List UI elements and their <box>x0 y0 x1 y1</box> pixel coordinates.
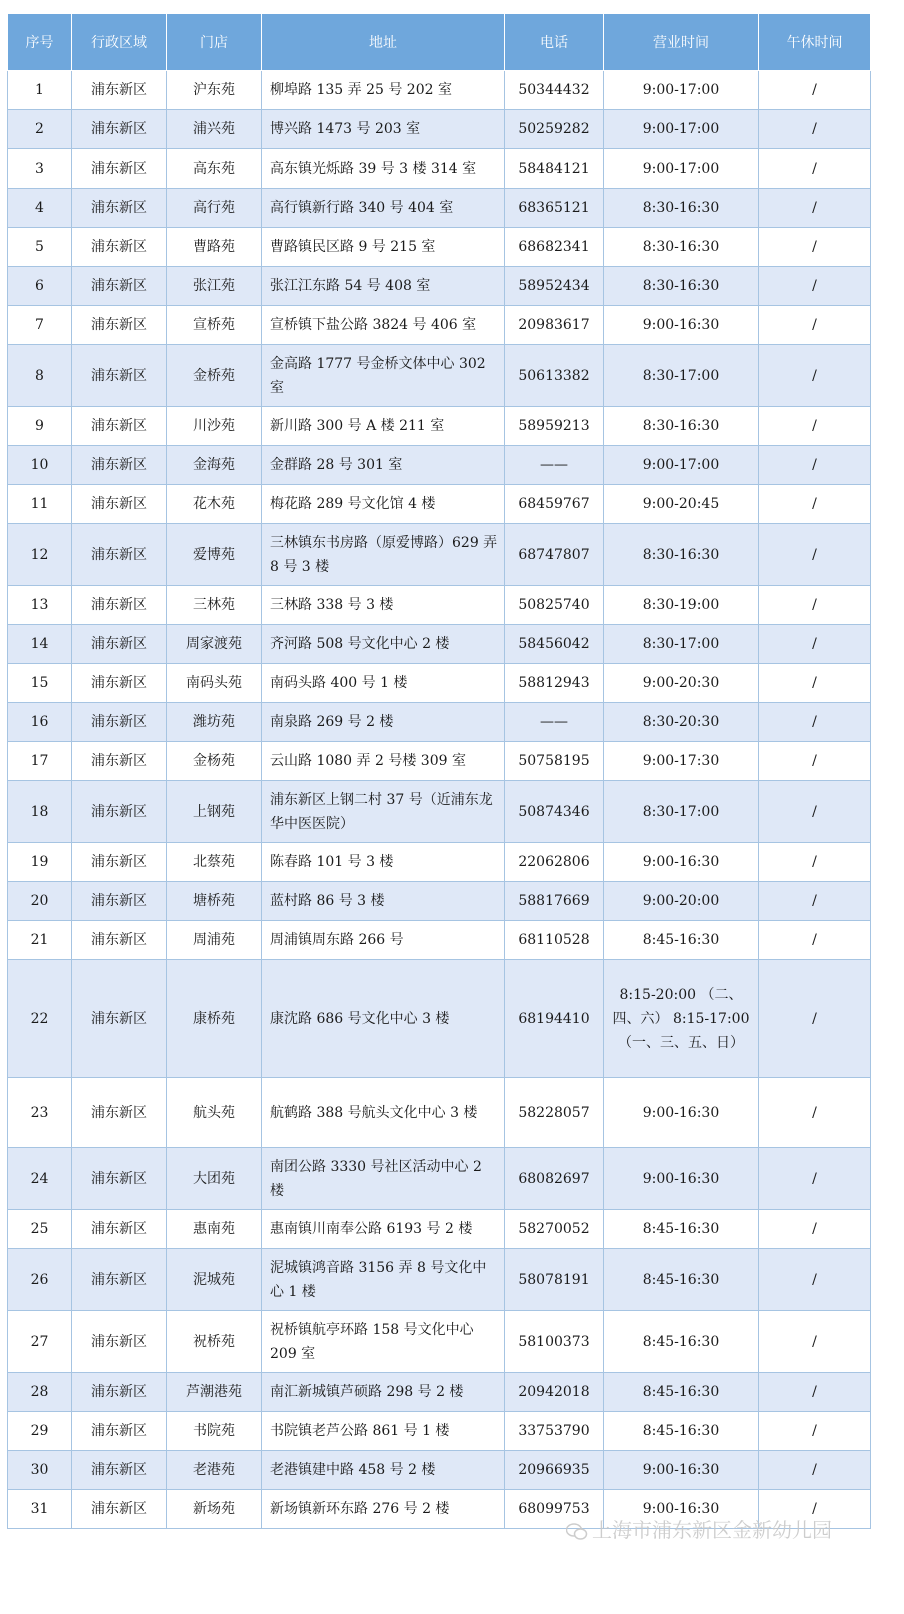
table-row <box>8 189 871 228</box>
cell-address: 周浦镇周东路 266 号 <box>262 921 505 960</box>
cell-hours: 8:45-16:30 <box>604 1373 759 1412</box>
cell-district: 浦东新区 <box>72 1373 167 1412</box>
cell-lunch: / <box>759 407 871 446</box>
cell-store: 新场苑 <box>167 1490 262 1529</box>
cell-address: 新川路 300 号 A 楼 211 室 <box>262 407 505 446</box>
cell-store: 周家渡苑 <box>167 625 262 664</box>
cell-hours: 8:30-16:30 <box>604 228 759 267</box>
cell-address: 博兴路 1473 号 203 室 <box>262 110 505 149</box>
cell-store: 沪东苑 <box>167 71 262 110</box>
cell-district: 浦东新区 <box>72 921 167 960</box>
cell-hours: 8:45-16:30 <box>604 1311 759 1373</box>
cell-store: 祝桥苑 <box>167 1311 262 1373</box>
cell-lunch: / <box>759 306 871 345</box>
cell-hours: 9:00-16:30 <box>604 306 759 345</box>
cell-lunch: / <box>759 882 871 921</box>
cell-store: 大团苑 <box>167 1148 262 1210</box>
cell-no: 3 <box>8 149 72 189</box>
cell-district: 浦东新区 <box>72 664 167 703</box>
cell-no: 27 <box>8 1311 72 1373</box>
cell-phone: —— <box>505 446 604 485</box>
table-row <box>8 110 871 149</box>
cell-lunch: / <box>759 1148 871 1210</box>
cell-address: 宣桥镇下盐公路 3824 号 406 室 <box>262 306 505 345</box>
cell-no: 22 <box>8 960 72 1078</box>
cell-phone: 68099753 <box>505 1490 604 1529</box>
cell-district: 浦东新区 <box>72 960 167 1078</box>
cell-address: 高行镇新行路 340 号 404 室 <box>262 189 505 228</box>
cell-district: 浦东新区 <box>72 110 167 149</box>
cell-hours: 9:00-17:00 <box>604 446 759 485</box>
table-row <box>8 267 871 306</box>
table-row <box>8 703 871 742</box>
cell-no: 29 <box>8 1412 72 1451</box>
table-row <box>8 71 871 110</box>
table-row <box>8 149 871 189</box>
table-row <box>8 1148 871 1210</box>
cell-lunch: / <box>759 664 871 703</box>
cell-phone: 58484121 <box>505 149 604 189</box>
cell-lunch: / <box>759 228 871 267</box>
cell-district: 浦东新区 <box>72 882 167 921</box>
cell-phone: —— <box>505 703 604 742</box>
cell-store: 北蔡苑 <box>167 843 262 882</box>
cell-phone: 50259282 <box>505 110 604 149</box>
cell-no: 10 <box>8 446 72 485</box>
cell-phone: 58270052 <box>505 1210 604 1249</box>
cell-no: 9 <box>8 407 72 446</box>
table-row <box>8 960 871 1078</box>
header-lunch: 午休时间 <box>759 14 871 71</box>
cell-address: 柳埠路 135 弄 25 号 202 室 <box>262 71 505 110</box>
cell-address: 惠南镇川南奉公路 6193 号 2 楼 <box>262 1210 505 1249</box>
cell-no: 18 <box>8 781 72 843</box>
cell-no: 11 <box>8 485 72 524</box>
cell-no: 24 <box>8 1148 72 1210</box>
cell-hours: 8:30-17:00 <box>604 781 759 843</box>
cell-no: 8 <box>8 345 72 407</box>
cell-district: 浦东新区 <box>72 149 167 189</box>
cell-store: 航头苑 <box>167 1078 262 1148</box>
cell-lunch: / <box>759 625 871 664</box>
cell-lunch: / <box>759 524 871 586</box>
cell-lunch: / <box>759 110 871 149</box>
cell-lunch: / <box>759 1373 871 1412</box>
table-row <box>8 1210 871 1249</box>
cell-lunch: / <box>759 1412 871 1451</box>
cell-district: 浦东新区 <box>72 586 167 625</box>
header-hours: 营业时间 <box>604 14 759 71</box>
cell-no: 17 <box>8 742 72 781</box>
header-district: 行政区域 <box>72 14 167 71</box>
cell-phone: 33753790 <box>505 1412 604 1451</box>
wechat-icon <box>566 1523 588 1541</box>
cell-address: 祝桥镇航亭环路 158 号文化中心 209 室 <box>262 1311 505 1373</box>
cell-no: 5 <box>8 228 72 267</box>
cell-phone: 68682341 <box>505 228 604 267</box>
table-row <box>8 586 871 625</box>
cell-no: 2 <box>8 110 72 149</box>
cell-address: 南汇新城镇芦硕路 298 号 2 楼 <box>262 1373 505 1412</box>
cell-district: 浦东新区 <box>72 306 167 345</box>
cell-lunch: / <box>759 485 871 524</box>
cell-lunch: / <box>759 703 871 742</box>
cell-hours: 9:00-17:30 <box>604 742 759 781</box>
cell-district: 浦东新区 <box>72 742 167 781</box>
cell-no: 26 <box>8 1249 72 1311</box>
watermark-text: 上海市浦东新区金新幼儿园 <box>592 1518 832 1542</box>
cell-hours: 9:00-16:30 <box>604 1451 759 1490</box>
cell-no: 30 <box>8 1451 72 1490</box>
cell-lunch: / <box>759 71 871 110</box>
header-phone: 电话 <box>505 14 604 71</box>
cell-lunch: / <box>759 446 871 485</box>
cell-store: 高东苑 <box>167 149 262 189</box>
cell-store: 花木苑 <box>167 485 262 524</box>
cell-district: 浦东新区 <box>72 781 167 843</box>
table-body <box>8 71 871 1529</box>
cell-lunch: / <box>759 267 871 306</box>
cell-store: 老港苑 <box>167 1451 262 1490</box>
cell-lunch: / <box>759 960 871 1078</box>
cell-hours: 9:00-20:45 <box>604 485 759 524</box>
cell-store: 张江苑 <box>167 267 262 306</box>
cell-phone: 58817669 <box>505 882 604 921</box>
table-row <box>8 1451 871 1490</box>
cell-district: 浦东新区 <box>72 524 167 586</box>
cell-phone: 20966935 <box>505 1451 604 1490</box>
cell-district: 浦东新区 <box>72 71 167 110</box>
cell-district: 浦东新区 <box>72 1249 167 1311</box>
cell-hours: 8:30-16:30 <box>604 524 759 586</box>
cell-hours: 8:45-16:30 <box>604 1210 759 1249</box>
table-row <box>8 485 871 524</box>
cell-district: 浦东新区 <box>72 1412 167 1451</box>
cell-hours: 9:00-16:30 <box>604 1148 759 1210</box>
cell-address: 梅花路 289 号文化馆 4 楼 <box>262 485 505 524</box>
cell-hours: 9:00-20:30 <box>604 664 759 703</box>
cell-address: 云山路 1080 弄 2 号楼 309 室 <box>262 742 505 781</box>
cell-lunch: / <box>759 1490 871 1529</box>
cell-hours: 8:45-16:30 <box>604 1412 759 1451</box>
cell-phone: 68082697 <box>505 1148 604 1210</box>
cell-lunch: / <box>759 1311 871 1373</box>
store-table <box>7 13 871 1529</box>
cell-phone: 58078191 <box>505 1249 604 1311</box>
cell-address: 老港镇建中路 458 号 2 楼 <box>262 1451 505 1490</box>
cell-no: 16 <box>8 703 72 742</box>
cell-lunch: / <box>759 586 871 625</box>
cell-store: 南码头苑 <box>167 664 262 703</box>
cell-address: 蓝村路 86 号 3 楼 <box>262 882 505 921</box>
cell-phone: 20983617 <box>505 306 604 345</box>
cell-store: 书院苑 <box>167 1412 262 1451</box>
cell-district: 浦东新区 <box>72 1078 167 1148</box>
cell-district: 浦东新区 <box>72 407 167 446</box>
cell-address: 齐河路 508 号文化中心 2 楼 <box>262 625 505 664</box>
cell-hours: 9:00-16:30 <box>604 1490 759 1529</box>
cell-address: 三林路 338 号 3 楼 <box>262 586 505 625</box>
cell-hours: 9:00-17:00 <box>604 110 759 149</box>
table-row <box>8 306 871 345</box>
table-row <box>8 742 871 781</box>
cell-district: 浦东新区 <box>72 267 167 306</box>
cell-phone: 50874346 <box>505 781 604 843</box>
cell-phone: 68747807 <box>505 524 604 586</box>
cell-store: 曹路苑 <box>167 228 262 267</box>
cell-lunch: / <box>759 149 871 189</box>
table-row <box>8 882 871 921</box>
cell-hours: 9:00-17:00 <box>604 71 759 110</box>
cell-address: 南泉路 269 号 2 楼 <box>262 703 505 742</box>
cell-district: 浦东新区 <box>72 345 167 407</box>
cell-no: 13 <box>8 586 72 625</box>
cell-phone: 58100373 <box>505 1311 604 1373</box>
cell-lunch: / <box>759 781 871 843</box>
cell-no: 21 <box>8 921 72 960</box>
cell-address: 曹路镇民区路 9 号 215 室 <box>262 228 505 267</box>
cell-lunch: / <box>759 742 871 781</box>
cell-phone: 50758195 <box>505 742 604 781</box>
cell-hours: 9:00-16:30 <box>604 1078 759 1148</box>
cell-hours: 8:30-20:30 <box>604 703 759 742</box>
table-row <box>8 1249 871 1311</box>
cell-phone: 58228057 <box>505 1078 604 1148</box>
cell-address: 康沈路 686 号文化中心 3 楼 <box>262 960 505 1078</box>
cell-no: 14 <box>8 625 72 664</box>
cell-district: 浦东新区 <box>72 1490 167 1529</box>
cell-hours: 8:30-16:30 <box>604 267 759 306</box>
cell-phone: 20942018 <box>505 1373 604 1412</box>
table-row <box>8 524 871 586</box>
cell-store: 康桥苑 <box>167 960 262 1078</box>
cell-district: 浦东新区 <box>72 228 167 267</box>
table-row <box>8 843 871 882</box>
cell-address: 南码头路 400 号 1 楼 <box>262 664 505 703</box>
cell-store: 三林苑 <box>167 586 262 625</box>
cell-address: 书院镇老芦公路 861 号 1 楼 <box>262 1412 505 1451</box>
cell-no: 15 <box>8 664 72 703</box>
cell-district: 浦东新区 <box>72 1148 167 1210</box>
cell-district: 浦东新区 <box>72 625 167 664</box>
table-row <box>8 446 871 485</box>
cell-address: 金高路 1777 号金桥文体中心 302 室 <box>262 345 505 407</box>
cell-lunch: / <box>759 345 871 407</box>
cell-address: 新场镇新环东路 276 号 2 楼 <box>262 1490 505 1529</box>
cell-hours: 8:30-17:00 <box>604 625 759 664</box>
table-row <box>8 1078 871 1148</box>
cell-store: 川沙苑 <box>167 407 262 446</box>
table-row <box>8 664 871 703</box>
cell-no: 1 <box>8 71 72 110</box>
cell-store: 金海苑 <box>167 446 262 485</box>
cell-phone: 58456042 <box>505 625 604 664</box>
cell-address: 泥城镇鸿音路 3156 弄 8 号文化中心 1 楼 <box>262 1249 505 1311</box>
table-row <box>8 781 871 843</box>
cell-address: 金群路 28 号 301 室 <box>262 446 505 485</box>
cell-no: 6 <box>8 267 72 306</box>
cell-store: 惠南苑 <box>167 1210 262 1249</box>
cell-hours: 8:15-20:00 （二、四、六） 8:15-17:00 （一、三、五、日） <box>604 960 759 1078</box>
cell-hours: 8:30-17:00 <box>604 345 759 407</box>
cell-address: 高东镇光烁路 39 号 3 楼 314 室 <box>262 149 505 189</box>
cell-address: 陈春路 101 号 3 楼 <box>262 843 505 882</box>
cell-phone: 50613382 <box>505 345 604 407</box>
cell-address: 三林镇东书房路（原爱博路）629 弄 8 号 3 楼 <box>262 524 505 586</box>
header-address: 地址 <box>262 14 505 71</box>
cell-address: 南团公路 3330 号社区活动中心 2 楼 <box>262 1148 505 1210</box>
cell-no: 19 <box>8 843 72 882</box>
cell-district: 浦东新区 <box>72 1451 167 1490</box>
cell-district: 浦东新区 <box>72 703 167 742</box>
cell-no: 23 <box>8 1078 72 1148</box>
cell-district: 浦东新区 <box>72 446 167 485</box>
cell-district: 浦东新区 <box>72 1210 167 1249</box>
cell-no: 31 <box>8 1490 72 1529</box>
cell-store: 高行苑 <box>167 189 262 228</box>
cell-phone: 58959213 <box>505 407 604 446</box>
cell-phone: 50825740 <box>505 586 604 625</box>
cell-no: 7 <box>8 306 72 345</box>
table-row <box>8 228 871 267</box>
cell-hours: 8:45-16:30 <box>604 921 759 960</box>
cell-hours: 9:00-17:00 <box>604 149 759 189</box>
table-row <box>8 1373 871 1412</box>
cell-phone: 68110528 <box>505 921 604 960</box>
cell-phone: 68365121 <box>505 189 604 228</box>
watermark <box>566 1514 832 1543</box>
cell-district: 浦东新区 <box>72 1311 167 1373</box>
cell-hours: 9:00-20:00 <box>604 882 759 921</box>
cell-phone: 58812943 <box>505 664 604 703</box>
cell-store: 上钢苑 <box>167 781 262 843</box>
cell-store: 潍坊苑 <box>167 703 262 742</box>
cell-lunch: / <box>759 843 871 882</box>
cell-address: 航鹤路 388 号航头文化中心 3 楼 <box>262 1078 505 1148</box>
table-row <box>8 1412 871 1451</box>
table-row <box>8 345 871 407</box>
table-row <box>8 1311 871 1373</box>
cell-hours: 8:45-16:30 <box>604 1249 759 1311</box>
cell-store: 泥城苑 <box>167 1249 262 1311</box>
cell-district: 浦东新区 <box>72 843 167 882</box>
cell-store: 金桥苑 <box>167 345 262 407</box>
cell-address: 张江江东路 54 号 408 室 <box>262 267 505 306</box>
header-no: 序号 <box>8 14 72 71</box>
table-header-row <box>8 14 871 71</box>
cell-phone: 50344432 <box>505 71 604 110</box>
cell-store: 芦潮港苑 <box>167 1373 262 1412</box>
cell-store: 金杨苑 <box>167 742 262 781</box>
cell-district: 浦东新区 <box>72 189 167 228</box>
cell-phone: 68194410 <box>505 960 604 1078</box>
cell-phone: 58952434 <box>505 267 604 306</box>
header-store: 门店 <box>167 14 262 71</box>
table-row <box>8 625 871 664</box>
cell-lunch: / <box>759 921 871 960</box>
cell-no: 20 <box>8 882 72 921</box>
cell-phone: 68459767 <box>505 485 604 524</box>
cell-store: 塘桥苑 <box>167 882 262 921</box>
cell-hours: 9:00-16:30 <box>604 843 759 882</box>
cell-hours: 8:30-19:00 <box>604 586 759 625</box>
cell-store: 浦兴苑 <box>167 110 262 149</box>
cell-lunch: / <box>759 1078 871 1148</box>
cell-hours: 8:30-16:30 <box>604 189 759 228</box>
cell-address: 浦东新区上钢二村 37 号（近浦东龙华中医医院） <box>262 781 505 843</box>
cell-no: 12 <box>8 524 72 586</box>
table-row <box>8 407 871 446</box>
cell-no: 28 <box>8 1373 72 1412</box>
cell-no: 25 <box>8 1210 72 1249</box>
cell-lunch: / <box>759 1210 871 1249</box>
cell-lunch: / <box>759 1451 871 1490</box>
cell-lunch: / <box>759 1249 871 1311</box>
cell-no: 4 <box>8 189 72 228</box>
cell-district: 浦东新区 <box>72 485 167 524</box>
cell-store: 周浦苑 <box>167 921 262 960</box>
cell-hours: 8:30-16:30 <box>604 407 759 446</box>
cell-store: 宣桥苑 <box>167 306 262 345</box>
cell-store: 爱博苑 <box>167 524 262 586</box>
store-table-container <box>7 13 870 1529</box>
cell-lunch: / <box>759 189 871 228</box>
table-row <box>8 921 871 960</box>
cell-phone: 22062806 <box>505 843 604 882</box>
